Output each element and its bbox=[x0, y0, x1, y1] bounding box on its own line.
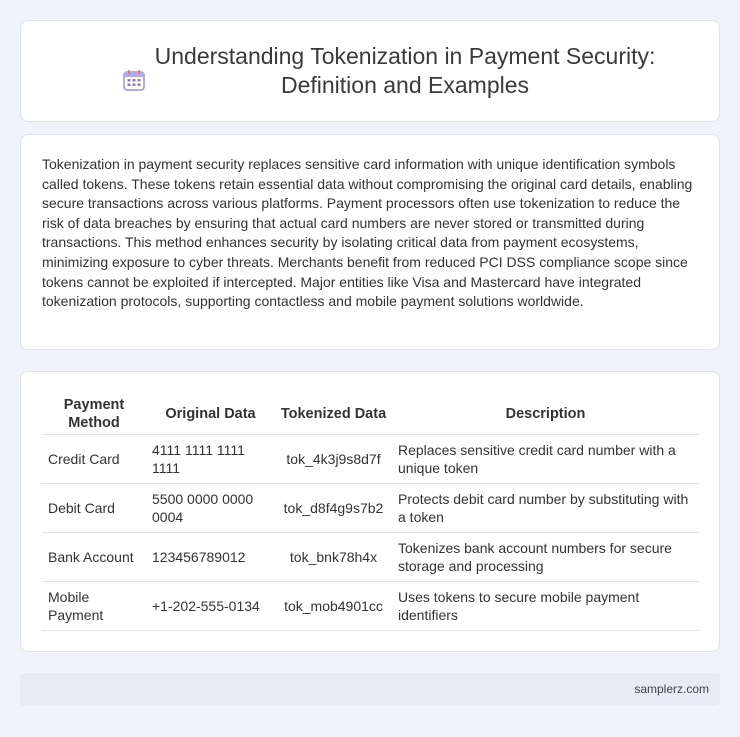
table-card bbox=[20, 371, 720, 652]
cell-original-data: +1-202-555-0134 bbox=[146, 581, 275, 630]
cell-tokenized-data: tok_4k3j9s8d7f bbox=[275, 434, 392, 483]
cell-original-data: 5500 0000 0000 0004 bbox=[146, 483, 275, 532]
cell-payment-method: Credit Card bbox=[42, 434, 146, 483]
header-description: Description bbox=[392, 394, 699, 434]
cell-description: Replaces sensitive credit card number with a unique token bbox=[392, 434, 699, 483]
cell-description: Protects debit card number by substituting with a token bbox=[392, 483, 699, 532]
footer-bar bbox=[20, 673, 720, 706]
cell-original-data: 4111 1111 1111 1111 bbox=[146, 434, 275, 483]
header-tokenized-data: Tokenized Data bbox=[275, 394, 392, 434]
header-card bbox=[20, 20, 720, 122]
footer-site-link[interactable]: samplerz.com bbox=[634, 682, 709, 696]
cell-description: Uses tokens to secure mobile payment identifiers bbox=[392, 581, 699, 630]
cell-payment-method: Debit Card bbox=[42, 483, 146, 532]
header-payment-method: Payment Method bbox=[42, 394, 146, 434]
cell-tokenized-data: tok_mob4901cc bbox=[275, 581, 392, 630]
cell-tokenized-data: tok_d8f4g9s7b2 bbox=[275, 483, 392, 532]
page-title: Understanding Tokenization in Payment Security: Definition and Examples bbox=[154, 43, 656, 98]
table-row bbox=[42, 532, 699, 581]
table-header-row bbox=[42, 394, 699, 434]
intro-card bbox=[20, 134, 720, 350]
intro-paragraph: Tokenization in payment security replaces sensitive card information with unique identification symbols called tokens. These tokens retain essential data without compromising the original card details, enabling secure transactions across various platforms. Payment processors often use tokenization to reduce the risk of data breaches by ensuring that actual card numbers are never stored or transmitted during transactions. This method enhances security by isolating critical data from payment ecosystems, minimizing exposure to cyber threats. Merchants benefit from reduced PCI DSS compliance scope since tokens cannot be exploited if intercepted. Major entities like Visa and Mastercard have integrated tokenization protocols, supporting contactless and mobile payment solutions worldwide. bbox=[42, 156, 693, 310]
table-row bbox=[42, 434, 699, 483]
cell-payment-method: Bank Account bbox=[42, 532, 146, 581]
payment-table bbox=[42, 394, 699, 631]
table-row bbox=[42, 581, 699, 630]
cell-payment-method: Mobile Payment bbox=[42, 581, 146, 630]
calendar-icon bbox=[123, 69, 145, 91]
table-row bbox=[42, 483, 699, 532]
cell-original-data: 123456789012 bbox=[146, 532, 275, 581]
header-original-data: Original Data bbox=[146, 394, 275, 434]
cell-tokenized-data: tok_bnk78h4x bbox=[275, 532, 392, 581]
cell-description: Tokenizes bank account numbers for secure storage and processing bbox=[392, 532, 699, 581]
